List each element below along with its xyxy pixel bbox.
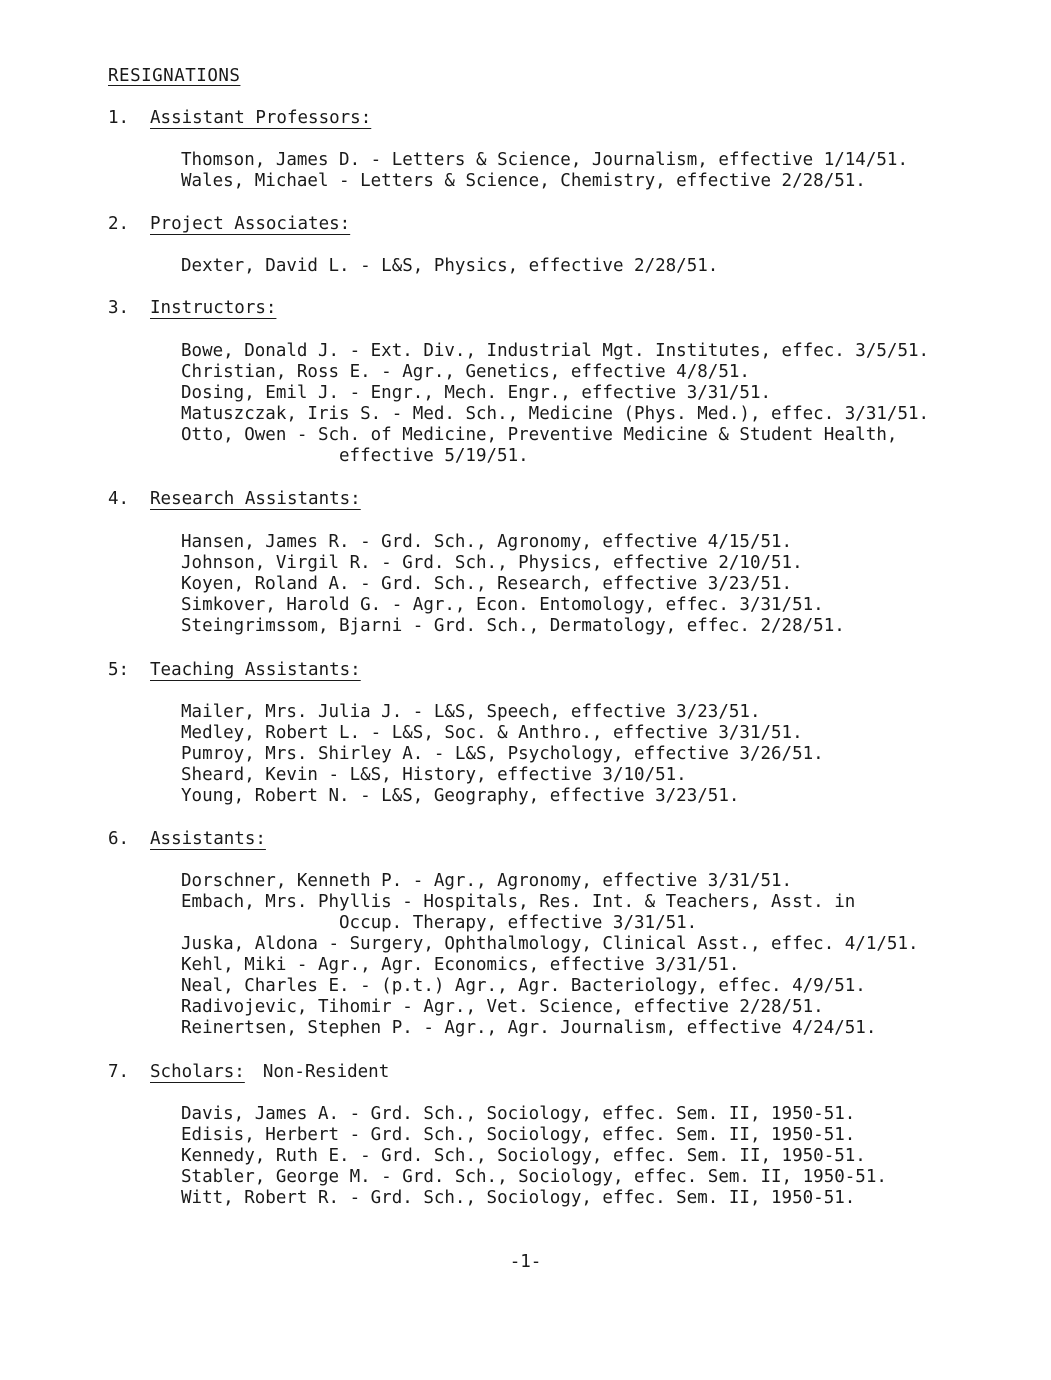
entry-line: Dosing, Emil J. - Engr., Mech. Engr., effective 3/31/51. — [181, 383, 772, 403]
entry-line: Dorschner, Kenneth P. - Agr., Agronomy, effective 3/31/51. — [181, 871, 793, 891]
section-research-assistants — [108, 489, 361, 509]
entry-line: Matuszczak, Iris S. - Med. Sch., Medicine (Phys. Med.), effec. 3/31/51. — [181, 404, 930, 424]
entry-line: Neal, Charles E. - (p.t.) Agr., Agr. Bacteriology, effec. 4/9/51. — [181, 976, 866, 996]
section-title: Scholars: — [150, 1062, 245, 1082]
entries-instructors — [181, 341, 929, 467]
entry-line-continuation: effective 5/19/51. — [339, 446, 529, 466]
entry-line: Bowe, Donald J. - Ext. Div., Industrial Mgt. Institutes, effec. 3/5/51. — [181, 341, 930, 361]
entry-line: Dexter, David L. - L&S, Physics, effective 2/28/51. — [181, 256, 719, 276]
entry-line: Kehl, Miki - Agr., Agr. Economics, effective 3/31/51. — [181, 955, 740, 975]
section-instructors — [108, 298, 276, 318]
entry-line: Thomson, James D. - Letters & Science, Journalism, effective 1/14/51. — [181, 150, 908, 170]
entry-line: Steingrimssom, Bjarni - Grd. Sch., Dermatology, effec. 2/28/51. — [181, 616, 845, 636]
section-title: Research Assistants: — [150, 489, 361, 509]
entries-assistants — [181, 871, 919, 1039]
entries-teaching-assistants — [181, 702, 824, 807]
section-title: Assistant Professors: — [150, 108, 372, 128]
section-title: Project Associates: — [150, 214, 351, 234]
section-number: 2. — [108, 214, 130, 234]
entry-line: Simkover, Harold G. - Agr., Econ. Entomology, effec. 3/31/51. — [181, 595, 824, 615]
entry-line: Wales, Michael - Letters & Science, Chemistry, effective 2/28/51. — [181, 171, 866, 191]
entry-line: Witt, Robert R. - Grd. Sch., Sociology, effec. Sem. II, 1950-51. — [181, 1188, 856, 1208]
entry-line: Pumroy, Mrs. Shirley A. - L&S, Psychology, effective 3/26/51. — [181, 744, 824, 764]
entry-line: Kennedy, Ruth E. - Grd. Sch., Sociology, effec. Sem. II, 1950-51. — [181, 1146, 866, 1166]
section-number: 6. — [108, 829, 130, 849]
entry-line: Juska, Aldona - Surgery, Ophthalmology, Clinical Asst., effec. 4/1/51. — [181, 934, 919, 954]
entry-line-continuation: Occup. Therapy, effective 3/31/51. — [339, 913, 698, 933]
section-number: 7. — [108, 1062, 130, 1082]
section-title: Instructors: — [150, 298, 277, 318]
section-scholars — [108, 1062, 389, 1082]
entry-line: Mailer, Mrs. Julia J. - L&S, Speech, effective 3/23/51. — [181, 702, 761, 722]
entry-line: Young, Robert N. - L&S, Geography, effective 3/23/51. — [181, 786, 740, 806]
section-project-associates — [108, 214, 350, 234]
section-teaching-assistants — [108, 660, 361, 680]
section-number: 5: — [108, 660, 130, 680]
entry-line: Otto, Owen - Sch. of Medicine, Preventive Medicine & Student Health, — [181, 425, 898, 445]
entry-line: Medley, Robert L. - L&S, Soc. & Anthro., effective 3/31/51. — [181, 723, 803, 743]
entry-line: Sheard, Kevin - L&S, History, effective 3/10/51. — [181, 765, 687, 785]
entry-line: Radivojevic, Tihomir - Agr., Vet. Science, effective 2/28/51. — [181, 997, 824, 1017]
entries-scholars — [181, 1104, 887, 1209]
page-heading: RESIGNATIONS — [108, 66, 241, 86]
entries-research-assistants — [181, 532, 845, 637]
entry-line: Embach, Mrs. Phyllis - Hospitals, Res. Int. & Teachers, Asst. in — [181, 892, 856, 912]
section-assistants — [108, 829, 266, 849]
section-title: Assistants: — [150, 829, 266, 849]
section-subtitle: Non-Resident — [262, 1062, 390, 1082]
entries-assistant-professors — [181, 150, 908, 192]
section-number: 1. — [108, 108, 130, 128]
entry-line: Reinertsen, Stephen P. - Agr., Agr. Journalism, effective 4/24/51. — [181, 1018, 877, 1038]
entries-project-associates — [181, 256, 718, 277]
section-number: 4. — [108, 489, 130, 509]
section-number: 3. — [108, 298, 130, 318]
section-assistant-professors — [108, 108, 371, 128]
page-number: -1- — [509, 1252, 542, 1272]
entry-line: Davis, James A. - Grd. Sch., Sociology, effec. Sem. II, 1950-51. — [181, 1104, 856, 1124]
entry-line: Koyen, Roland A. - Grd. Sch., Research, effective 3/23/51. — [181, 574, 793, 594]
entry-line: Christian, Ross E. - Agr., Genetics, effective 4/8/51. — [181, 362, 750, 382]
section-title: Teaching Assistants: — [150, 660, 361, 680]
entry-line: Stabler, George M. - Grd. Sch., Sociology, effec. Sem. II, 1950-51. — [181, 1167, 887, 1187]
entry-line: Edisis, Herbert - Grd. Sch., Sociology, effec. Sem. II, 1950-51. — [181, 1125, 856, 1145]
entry-line: Hansen, James R. - Grd. Sch., Agronomy, effective 4/15/51. — [181, 532, 793, 552]
entry-line: Johnson, Virgil R. - Grd. Sch., Physics, effective 2/10/51. — [181, 553, 803, 573]
